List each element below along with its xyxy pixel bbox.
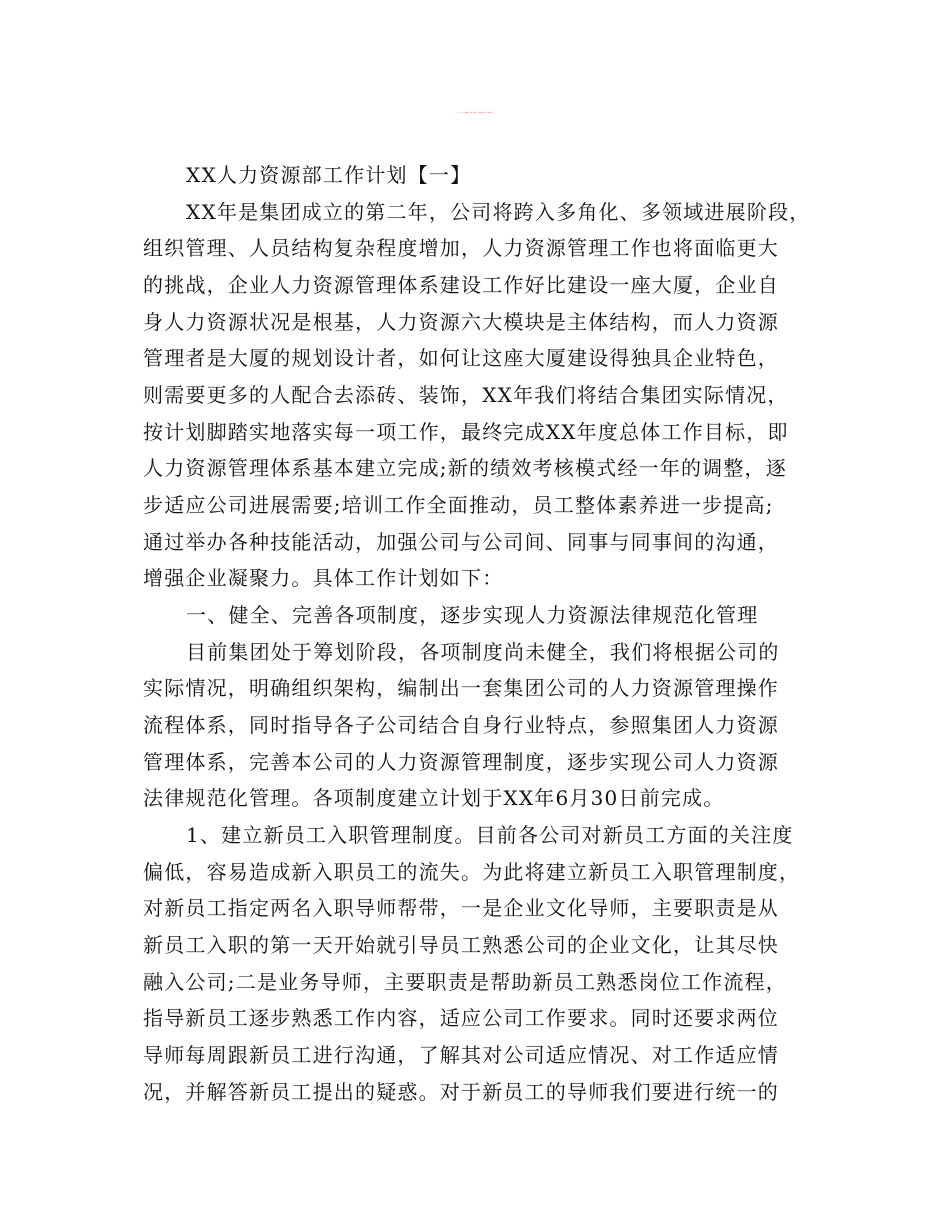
paragraph-line: 目前集团处于筹划阶段，各项制度尚未健全，我们将根据公司的 — [186, 640, 780, 664]
section-heading: XX人力资源部工作计划【一】 — [186, 163, 472, 187]
paragraph-line: 对新员工指定两名入职导师帮带，一是企业文化导师，主要职责是从 — [143, 896, 779, 920]
paragraph-line: 管理者是大厦的规划设计者，如何让这座大厦建设得独具企业特色， — [143, 346, 779, 370]
section-heading: 一、健全、完善各项制度，逐步实现人力资源法律规范化管理 — [186, 603, 759, 627]
paragraph-line: 新员工入职的第一天开始就引导员工熟悉公司的企业文化，让其尽快 — [143, 933, 779, 957]
paragraph-line: 步适应公司进展需要;培训工作全面推动，员工整体素养进一步提高; — [143, 493, 774, 517]
paragraph-line: 组织管理、人员结构复杂程度增加，人力资源管理工作也将面临更大 — [143, 236, 779, 260]
paragraph-line: 指导新员工逐步熟悉工作内容，适应公司工作要求。同时还要求两位 — [143, 1006, 779, 1030]
paragraph-line: 按计划脚踏实地落实每一项工作，最终完成XX年度总体工作目标，即 — [143, 420, 789, 444]
paragraph-line: 况，并解答新员工提出的疑惑。对于新员工的导师我们要进行统一的 — [143, 1080, 779, 1104]
paragraph-line: XX年是集团成立的第二年，公司将跨入多角化、多领域进展阶段， — [186, 200, 811, 224]
paragraph-line: 流程体系，同时指导各子公司结合自身行业特点，参照集团人力资源 — [143, 713, 779, 737]
paragraph-line: 人力资源管理体系基本建立完成;新的绩效考核模式经一年的调整，逐 — [143, 456, 787, 480]
paragraph-line: 的挑战，企业人力资源管理体系建设工作好比建设一座大厦，企业自 — [143, 273, 779, 297]
paragraph-line: 1、建立新员工入职管理制度。目前各公司对新员工方面的关注度 — [186, 823, 794, 847]
paragraph-line: 融入公司;二是业务导师，主要职责是帮助新员工熟悉岗位工作流程， — [143, 970, 787, 994]
paragraph-line: 则需要更多的人配合去添砖、装饰，XX年我们将结合集团实际情况， — [143, 383, 789, 407]
paragraph-line: 导师每周跟新员工进行沟通，了解其对公司适应情况、对工作适应情 — [143, 1043, 779, 1067]
document-title: 2024人力资源部工作计划 人力资源部工作计划范文 — [457, 113, 493, 114]
paragraph-line: 管理体系，完善本公司的人力资源管理制度，逐步实现公司人力资源 — [143, 750, 779, 774]
paragraph-line: 偏低，容易造成新入职员工的流失。为此将建立新员工入职管理制度， — [143, 860, 801, 884]
paragraph-line: 通过举办各种技能活动，加强公司与公司间、同事与同事间的沟通， — [143, 530, 779, 554]
paragraph-line: 实际情况，明确组织架构，编制出一套集团公司的人力资源管理操作 — [143, 676, 779, 700]
paragraph-line: 法律规范化管理。各项制度建立计划于XX年6月30日前完成。 — [143, 786, 725, 810]
paragraph-line: 增强企业凝聚力。具体工作计划如下： — [143, 566, 504, 590]
paragraph-line: 身人力资源状况是根基，人力资源六大模块是主体结构，而人力资源 — [143, 310, 779, 334]
